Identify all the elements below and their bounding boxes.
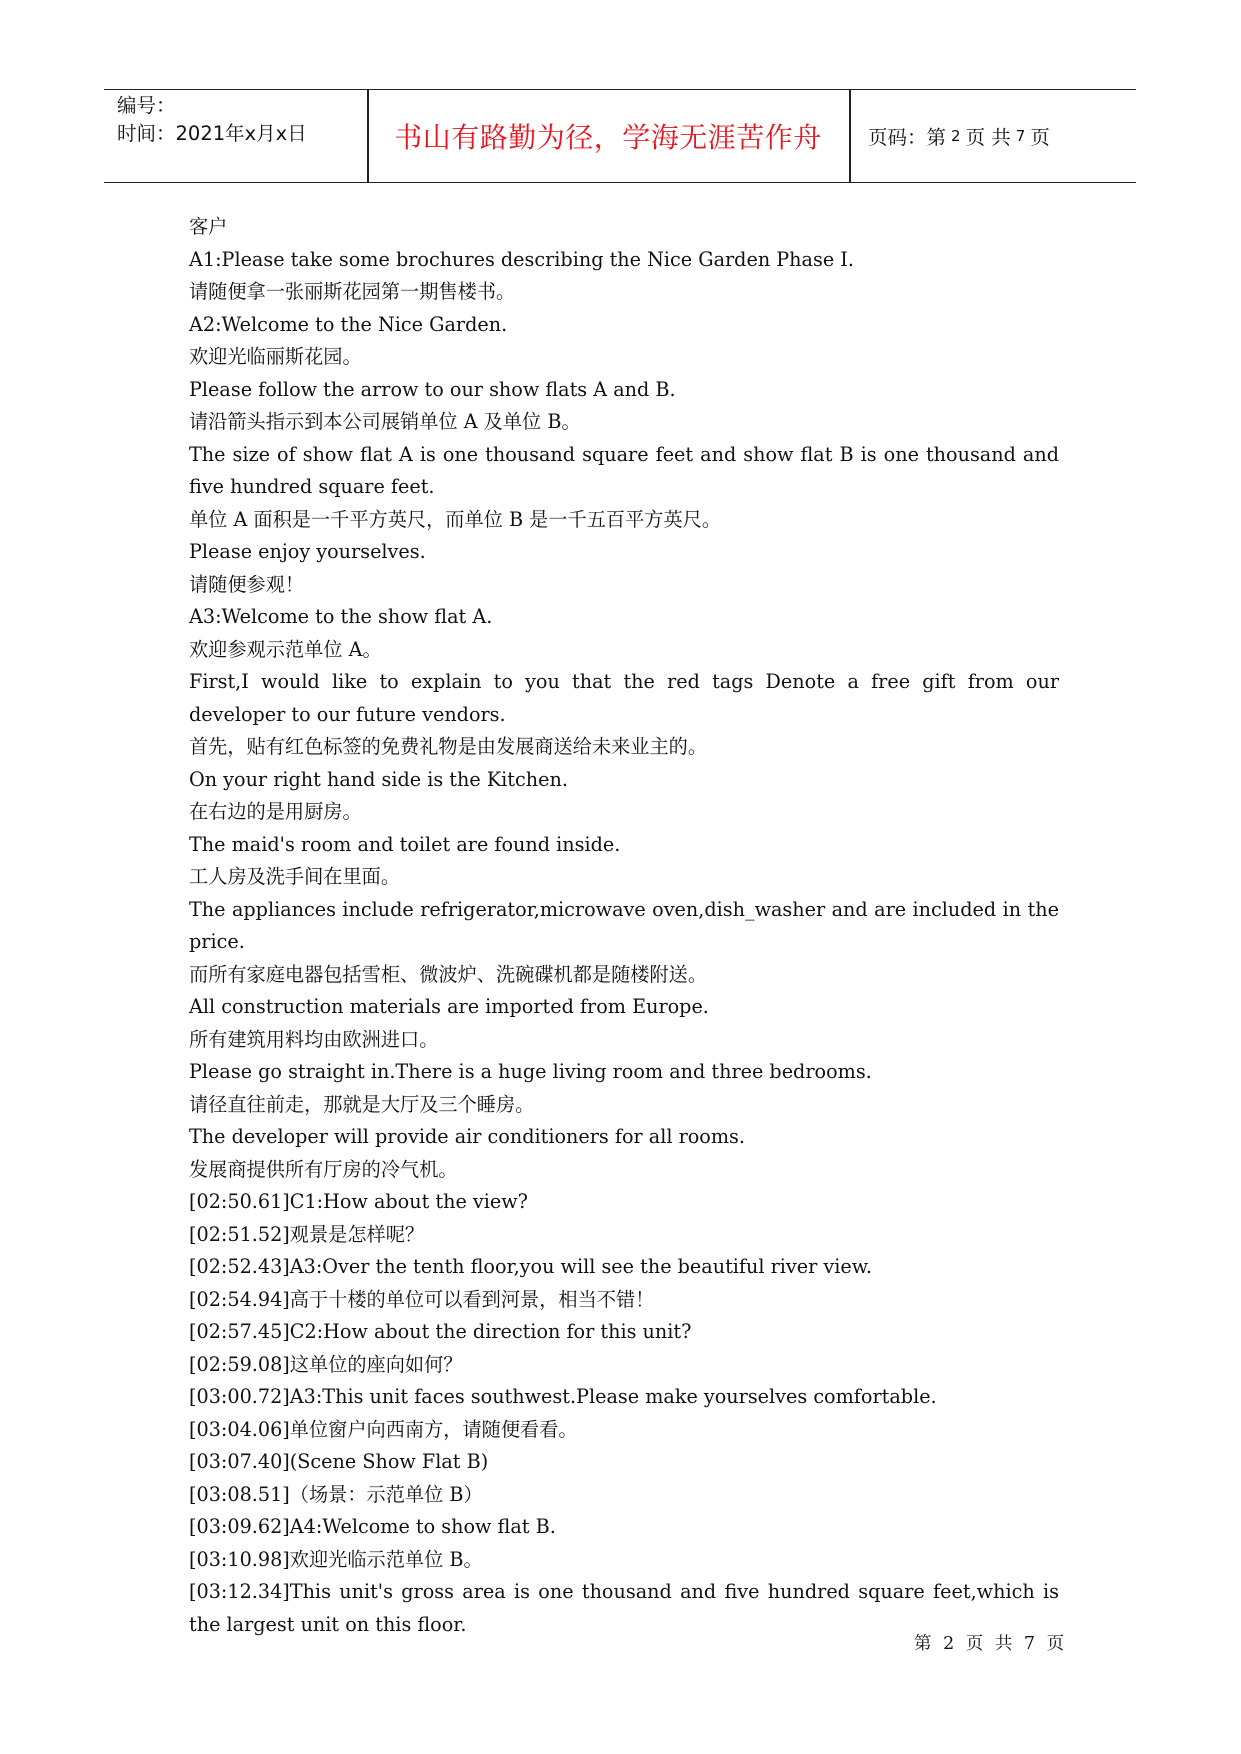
page-number: 2 (951, 127, 961, 145)
text-line: 请随便参观！ (189, 572, 305, 596)
page-label-mid: 页 共 (965, 126, 1011, 149)
text-line: [02:57.45]C2:How about the direction for this unit? (189, 1320, 692, 1343)
header-motto: 书山有路勤为径，学海无涯苦作舟 (394, 121, 822, 154)
text-line: 在右边的是用厨房。 (189, 800, 362, 823)
text-line: 单位 A 面积是一千平方英尺，而单位 B 是一千五百平方英尺。 (189, 507, 722, 531)
text-line: 欢迎参观示范单位 A。 (189, 637, 382, 661)
text-line: [02:52.43]A3:Over the tenth floor,you will see the beautiful river view. (189, 1255, 872, 1278)
header-page-label (868, 90, 1050, 182)
text-line: 客户 (189, 215, 228, 238)
body-text (189, 211, 1059, 1641)
text-line: [03:12.34]This unit's gross area is one thousand and five hundred square feet,which is the largest unit on this floor. (189, 1580, 1059, 1636)
text-line: 发展商提供所有厅房的冷气机。 (189, 1157, 458, 1181)
text-line: 而所有家庭电器包括雪柜、微波炉、洗碗碟机都是随楼附送。 (189, 962, 708, 986)
page-footer: 第 2 页 共 7 页 (914, 1634, 1068, 1654)
text-line: A2:Welcome to the Nice Garden. (189, 312, 508, 336)
text-line: [03:10.98]欢迎光临示范单位 B。 (189, 1547, 483, 1571)
text-line: First,I would like to explain to you that the red tags Denote a free gift from our developer to our future vendors. (189, 670, 1059, 726)
page-total: 7 (1015, 127, 1026, 145)
text-line: [02:59.08]这单位的座向如何？ (189, 1352, 463, 1376)
text-line: The maid's room and toilet are found inside. (189, 832, 621, 856)
text-line: A1:Please take some brochures describing the Nice Garden Phase I. (189, 247, 854, 271)
header-divider (849, 90, 851, 182)
serial-label: 编号： (117, 94, 176, 117)
text-line: [03:00.72]A3:This unit faces southwest.Please make yourselves comfortable. (189, 1385, 937, 1408)
text-line: 首先，贴有红色标签的免费礼物是由发展商送给未来业主的。 (189, 735, 708, 758)
text-line: [03:09.62]A4:Welcome to show flat B. (189, 1515, 556, 1538)
text-line: 请沿箭头指示到本公司展销单位 A 及单位 B。 (189, 410, 581, 433)
text-line: 所有建筑用料均由欧洲进口。 (189, 1027, 439, 1051)
text-line: 欢迎光临丽斯花园。 (189, 345, 362, 368)
text-line: [03:07.40](Scene Show Flat B) (189, 1450, 489, 1473)
header-meta (117, 92, 307, 148)
text-line: The appliances include refrigerator,microwave oven,dish_washer and are included in the price. (189, 897, 1059, 953)
text-line: All construction materials are imported from Europe. (189, 995, 709, 1018)
text-line: A3:Welcome to the show flat A. (189, 605, 493, 628)
text-line: [02:51.52]观景是怎样呢？ (189, 1222, 425, 1246)
text-line: 请随便拿一张丽斯花园第一期售楼书。 (189, 280, 516, 303)
text-line: Please follow the arrow to our show flats A and B. (189, 377, 676, 401)
text-line: [03:08.51]（场景：示范单位 B） (189, 1482, 483, 1506)
text-line: On your right hand side is the Kitchen. (189, 767, 568, 791)
text-line: [03:04.06]单位窗户向西南方，请随便看看。 (189, 1417, 578, 1441)
text-line: [02:54.94]高于十楼的单位可以看到河景，相当不错！ (189, 1287, 655, 1311)
text-line: The developer will provide air conditioners for all rooms. (189, 1125, 745, 1148)
text-line: Please go straight in.There is a huge living room and three bedrooms. (189, 1060, 872, 1083)
time-label: 时间：2021年x月x日 (117, 122, 307, 145)
page-header (104, 89, 1136, 183)
text-line: 工人房及洗手间在里面。 (189, 865, 401, 888)
text-line: 请径直往前走，那就是大厅及三个睡房。 (189, 1092, 535, 1116)
text-line: [02:50.61]C1:How about the view? (189, 1190, 528, 1213)
text-line: Please enjoy yourselves. (189, 540, 426, 563)
text-line: The size of show flat A is one thousand square feet and show flat B is one thousand and five hundred square feet. (189, 442, 1059, 498)
page-label-prefix: 页码：第 (868, 126, 947, 149)
page-label-end: 页 (1030, 126, 1050, 149)
